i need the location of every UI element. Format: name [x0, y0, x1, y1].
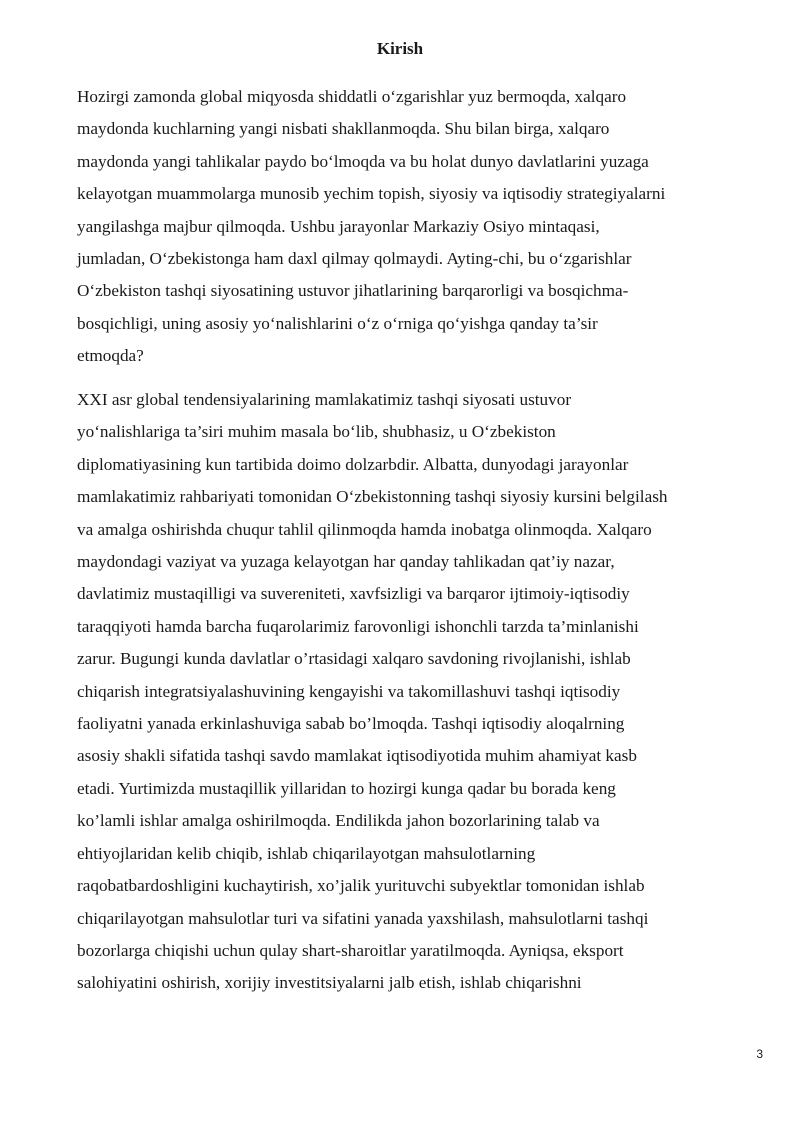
paragraph-line: maydonda yangi tahlikalar paydo bo‘lmoqda va bu holat dunyo davlatlarini yuzaga: [77, 151, 649, 171]
paragraph-line: O‘zbekiston tashqi siyosatining ustuvor jihatlarining barqarorligi va bosqichma-: [77, 281, 629, 301]
paragraph-line: yangilashga majbur qilmoqda. Ushbu jarayonlar Markaziy Osiyo mintaqasi,: [77, 216, 600, 236]
paragraph-line: chiqarish integratsiyalashuvining kengayishi va takomillashuvi tashqi iqtisodiy: [77, 681, 621, 701]
paragraph-line: va amalga oshirishda chuqur tahlil qilinmoqda hamda inobatga olinmoqda. Xalqaro: [77, 519, 652, 539]
paragraph-line: asosiy shakli sifatida tashqi savdo mamlakat iqtisodiyotida muhim ahamiyat kasb: [77, 746, 637, 766]
paragraph-line: etmoqda?: [77, 346, 144, 366]
paragraph-line: davlatimiz mustaqilligi va suvereniteti, xavfsizligi va barqaror ijtimoiy-iqtisodiy: [77, 584, 630, 604]
paragraph-line: jumladan, O‘zbekistonga ham daxl qilmay qolmaydi. Ayting-chi, bu o‘zgarishlar: [77, 249, 632, 269]
paragraph-line: faoliyatni yanada erkinlashuviga sabab bo’lmoqda. Tashqi iqtisodiy aloqalrning: [77, 714, 625, 734]
paragraph-line: raqobatbardoshligini kuchaytirish, xo’jalik yurituvchi subyektlar tomonidan ishlab: [77, 876, 645, 896]
paragraph-1: [77, 81, 732, 373]
paragraph-line: ehtiyojlaridan kelib chiqib, ishlab chiqarilayotgan mahsulotlarning: [77, 843, 536, 863]
paragraph-line: kelayotgan muammolarga munosib yechim topish, siyosiy va iqtisodiy strategiyalarni: [77, 184, 666, 204]
paragraph-line: bozorlarga chiqishi uchun qulay shart-sharoitlar yaratilmoqda. Ayniqsa, eksport: [77, 940, 624, 960]
paragraph-line: chiqarilayotgan mahsulotlar turi va sifatini yanada yaxshilash, mahsulotlarni tashqi: [77, 908, 649, 928]
paragraph-2: [77, 384, 732, 1000]
paragraph-line: bosqichligi, uning asosiy yo‘nalishlarini o‘z o‘rniga qo‘yishga qanday ta’sir: [77, 313, 598, 333]
paragraph-line: diplomatiyasining kun tartibida doimo dolzarbdir. Albatta, dunyodagi jarayonlar: [77, 454, 629, 474]
paragraph-line: etadi. Yurtimizda mustaqillik yillaridan to hozirgi kunga qadar bu borada keng: [77, 778, 616, 798]
paragraph-line: maydonda kuchlarning yangi nisbati shakllanmoqda. Shu bilan birga, xalqaro: [77, 119, 610, 139]
paragraph-line: ko’lamli ishlar amalga oshirilmoqda. Endilikda jahon bozorlarining talab va: [77, 811, 600, 831]
paragraph-line: maydondagi vaziyat va yuzaga kelayotgan har qanday tahlikadan qat’iy nazar,: [77, 552, 615, 572]
paragraph-line: XXI asr global tendensiyalarining mamlakatimiz tashqi siyosati ustuvor: [77, 390, 572, 409]
paragraph-line: zarur. Bugungi kunda davlatlar o’rtasidagi xalqaro savdoning rivojlanishi, ishlab: [77, 649, 631, 669]
paragraph-line: Hozirgi zamonda global miqyosda shiddatli o‘zgarishlar yuz bermoqda, xalqaro: [77, 87, 627, 106]
paragraph-line: mamlakatimiz rahbariyati tomonidan O‘zbekistonning tashqi siyosiy kursini belgilash: [77, 487, 668, 507]
paragraph-line: salohiyatini oshirish, xorijiy investitsiyalarni jalb etish, ishlab chiqarishni: [77, 973, 582, 993]
paragraph-line: taraqqiyoti hamda barcha fuqarolarimiz farovonligi ishonchli tarzda ta’minlanishi: [77, 616, 639, 636]
paragraph-line: yo‘nalishlariga ta’siri muhim masala bo‘lib, shubhasiz, u O‘zbekiston: [77, 422, 556, 442]
page-number: 3: [756, 1047, 763, 1061]
page-heading: Kirish: [376, 39, 424, 58]
